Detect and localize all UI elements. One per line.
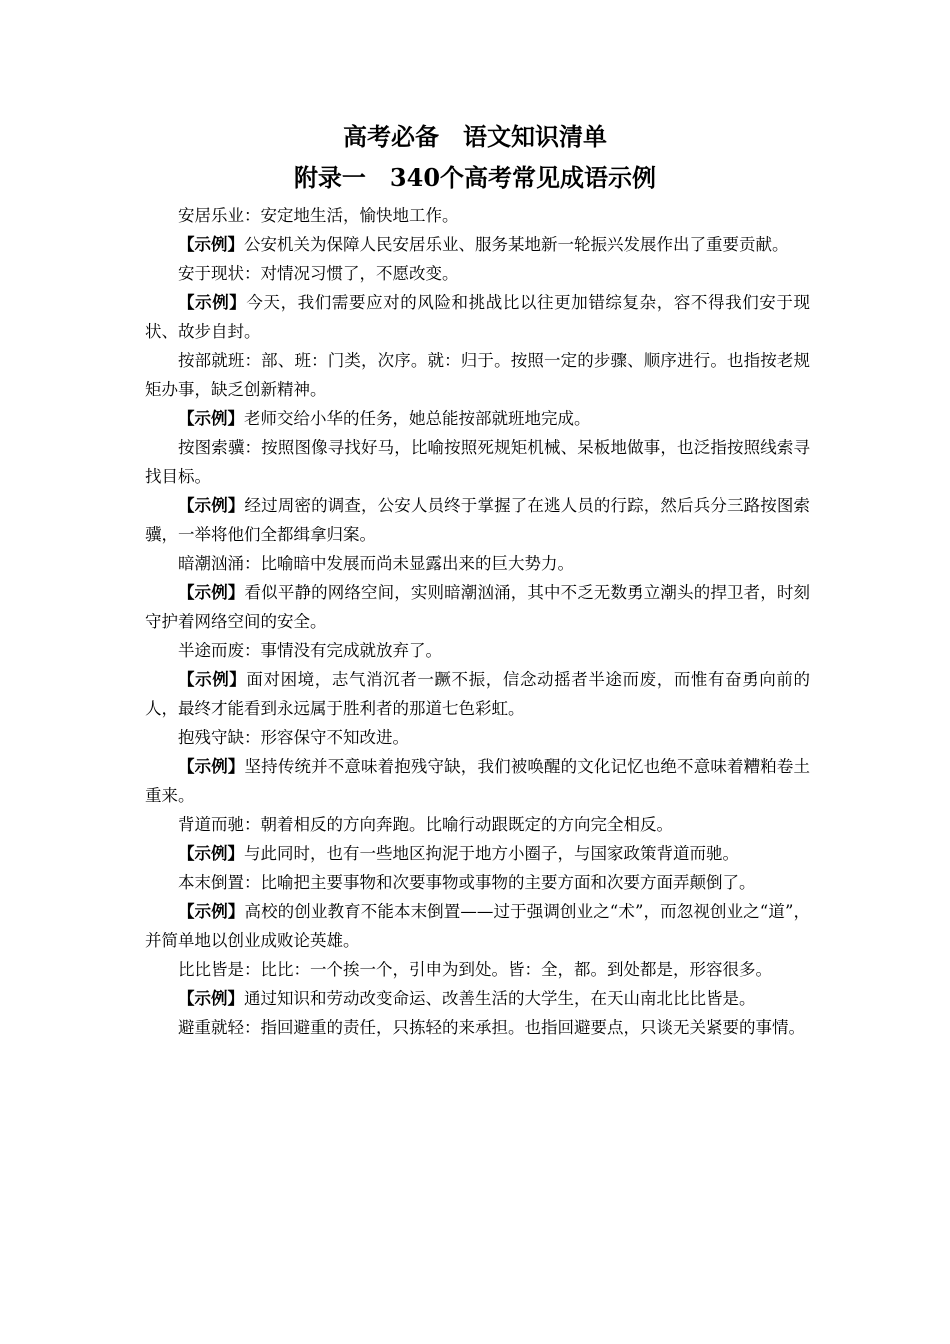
example-text: 今天，我们需要应对的风险和挑战比以往更加错综复杂，容不得我们安于现状、故步自封。 <box>145 293 811 341</box>
idiom-definition: 避重就轻：指回避重的责任，只拣轻的来承担。也指回避要点，只谈无关紧要的事情。 <box>178 1018 805 1037</box>
example-text: 通过知识和劳动改变命运、改善生活的大学生，在天山南北比比皆是。 <box>244 989 756 1008</box>
idiom-definition: 安于现状：对情况习惯了，不愿改变。 <box>178 264 459 283</box>
example-tag: 【示例】 <box>178 583 245 602</box>
idiom-example <box>145 230 810 259</box>
example-text: 面对困境，志气消沉者一蹶不振，信念动摇者半途而废，而惟有奋勇向前的人，最终才能看到永远属于胜利者的那道七色彩虹。 <box>145 670 811 718</box>
example-tag: 【示例】 <box>178 757 245 776</box>
idiom-example <box>145 288 810 346</box>
example-text: 公安机关为保障人民安居乐业、服务某地新一轮振兴发展作出了重要贡献。 <box>244 235 789 254</box>
example-text: 坚持传统并不意味着抱残守缺，我们被唤醒的文化记忆也绝不意味着糟粕卷土重来。 <box>145 757 811 805</box>
idiom-example <box>145 665 810 723</box>
idiom-example <box>145 578 810 636</box>
example-tag: 【示例】 <box>178 409 244 428</box>
idiom-list <box>145 201 810 1042</box>
appendix-title: 附录一 340个高考常见成语示例 <box>293 163 657 192</box>
idiom-example <box>145 491 810 549</box>
example-tag: 【示例】 <box>178 844 244 863</box>
idiom-example <box>145 984 810 1013</box>
idiom-definition: 抱残守缺：形容保守不知改进。 <box>178 728 409 747</box>
idiom-definition: 暗潮汹涌：比喻暗中发展而尚未显露出来的巨大势力。 <box>178 554 574 573</box>
example-tag: 【示例】 <box>178 496 245 515</box>
example-text: 高校的创业教育不能本末倒置——过于强调创业之“术”，而忽视创业之“道”，并简单地以创业成败论英雄。 <box>145 902 810 950</box>
idiom-example <box>145 404 810 433</box>
idiom-definition: 安居乐业：安定地生活，愉快地工作。 <box>178 206 459 225</box>
example-tag: 【示例】 <box>178 293 247 312</box>
example-text: 与此同时，也有一些地区拘泥于地方小圈子，与国家政策背道而驰。 <box>244 844 739 863</box>
idiom-example <box>145 752 810 810</box>
idiom-definition: 比比皆是：比比：一个挨一个，引申为到处。皆：全，都。到处都是，形容很多。 <box>178 960 772 979</box>
idiom-definition: 按图索骥：按照图像寻找好马，比喻按照死规矩机械、呆板地做事，也泛指按照线索寻找目标。 <box>145 438 810 486</box>
example-text: 老师交给小华的任务，她总能按部就班地完成。 <box>244 409 591 428</box>
idiom-definition: 半途而废：事情没有完成就放弃了。 <box>178 641 442 660</box>
example-tag: 【示例】 <box>178 902 245 921</box>
idiom-definition: 背道而驰：朝着相反的方向奔跑。比喻行动跟既定的方向完全相反。 <box>178 815 673 834</box>
example-text: 看似平静的网络空间，实则暗潮汹涌，其中不乏无数勇立潮头的捍卫者，时刻守护着网络空间的安全。 <box>145 583 811 631</box>
example-tag: 【示例】 <box>178 670 247 689</box>
idiom-example <box>145 839 810 868</box>
idiom-definition: 本末倒置：比喻把主要事物和次要事物或事物的主要方面和次要方面弄颠倒了。 <box>178 873 756 892</box>
example-tag: 【示例】 <box>178 235 244 254</box>
example-text: 经过周密的调查，公安人员终于掌握了在逃人员的行踪，然后兵分三路按图索骥，一举将他们全都缉拿归案。 <box>145 496 811 544</box>
example-tag: 【示例】 <box>178 989 244 1008</box>
idiom-example <box>145 897 810 955</box>
idiom-definition: 按部就班：部、班：门类，次序。就：归于。按照一定的步骤、顺序进行。也指按老规矩办事，缺乏创新精神。 <box>145 351 810 399</box>
document-title: 高考必备 语文知识清单 <box>343 122 607 151</box>
